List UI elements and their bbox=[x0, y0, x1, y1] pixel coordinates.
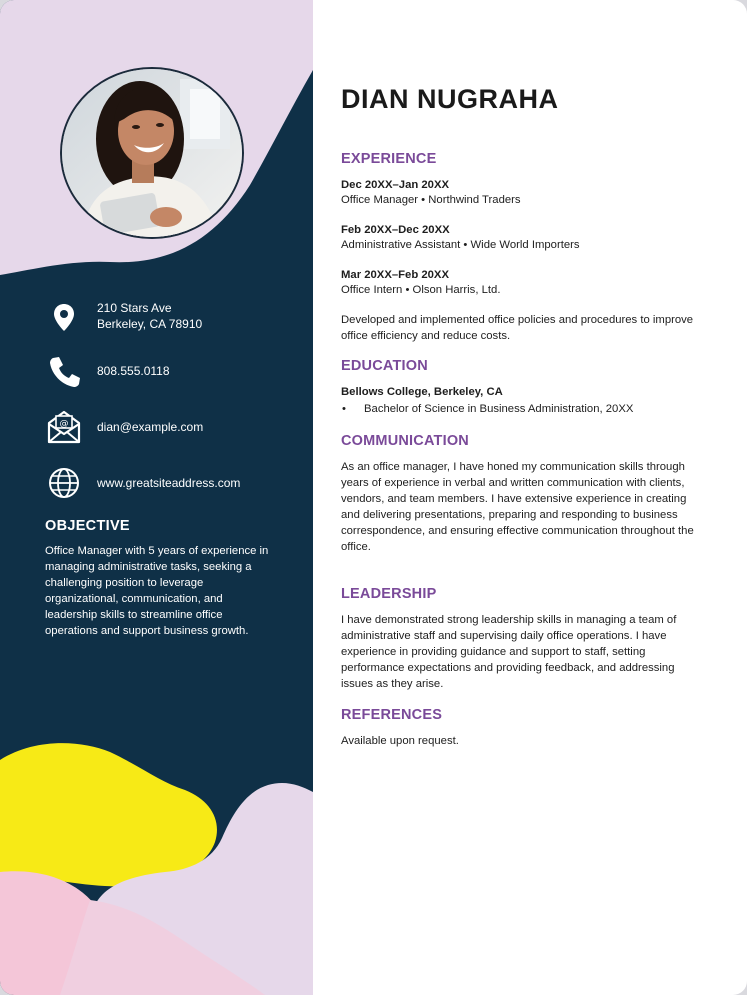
job-2-dates: Feb 20XX–Dec 20XX bbox=[341, 224, 450, 236]
address-line-1: 210 Stars Ave bbox=[97, 301, 172, 315]
job-2-role: Administrative Assistant • Wide World Importers bbox=[341, 239, 580, 251]
objective-text: Office Manager with 5 years of experience in managing administrative tasks, seeking a challenging position to leverage organizational, communication, and leadership skills to streamline office operations and support business growth. bbox=[45, 545, 269, 637]
leadership-text: I have demonstrated strong leadership skills in managing a team of administrative staff and supervising daily office operations. I have experience in providing guidance and support to staff, setting performance expectations and providing feedback, and addressing issues as they arise. bbox=[341, 614, 677, 690]
candidate-name: DIAN NUGRAHA bbox=[341, 84, 559, 114]
website-text[interactable]: www.greatsiteaddress.com bbox=[97, 476, 241, 490]
references-text: Available upon request. bbox=[341, 735, 459, 747]
contact-phone bbox=[0, 351, 313, 391]
job-3-role: Office Intern • Olson Harris, Ltd. bbox=[341, 284, 501, 296]
references-heading: REFERENCES bbox=[341, 707, 443, 723]
experience-heading: EXPERIENCE bbox=[341, 151, 437, 167]
svg-text:@: @ bbox=[59, 419, 69, 429]
profile-photo bbox=[62, 69, 242, 237]
envelope-icon bbox=[44, 407, 84, 447]
communication-text: As an office manager, I have honed my communication skills through years of experience in verbal and written communication with clients, vendors, and team members. I have extensive experience in creating and delivering presentations, preparing and responding to business correspondence, and ensuring effective communication throughout the office. bbox=[341, 461, 694, 553]
globe-icon bbox=[44, 463, 84, 503]
leadership-heading: LEADERSHIP bbox=[341, 586, 437, 602]
education-heading: EDUCATION bbox=[341, 358, 428, 374]
job-1-role: Office Manager • Northwind Traders bbox=[341, 194, 521, 206]
communication-heading: COMMUNICATION bbox=[341, 433, 469, 449]
education-degree: Bachelor of Science in Business Administration, 20XX bbox=[364, 403, 634, 415]
phone-text: 808.555.0118 bbox=[97, 364, 170, 378]
email-text[interactable]: dian@example.com bbox=[97, 420, 204, 434]
job-3-dates: Mar 20XX–Feb 20XX bbox=[341, 269, 450, 281]
contact-email bbox=[0, 407, 313, 447]
job-1-dates: Dec 20XX–Jan 20XX bbox=[341, 179, 450, 191]
location-pin-icon bbox=[44, 298, 84, 338]
address-line-2: Berkeley, CA 78910 bbox=[97, 317, 203, 331]
education-school: Bellows College, Berkeley, CA bbox=[341, 386, 503, 398]
bullet-marker: • bbox=[342, 403, 346, 415]
contact-website bbox=[0, 463, 313, 503]
experience-summary: Developed and implemented office policies and procedures to improve office efficiency and reduce costs. bbox=[341, 314, 694, 342]
phone-icon bbox=[44, 351, 84, 391]
contact-address bbox=[0, 298, 313, 338]
objective-heading: OBJECTIVE bbox=[45, 518, 130, 534]
sidebar bbox=[0, 0, 313, 995]
